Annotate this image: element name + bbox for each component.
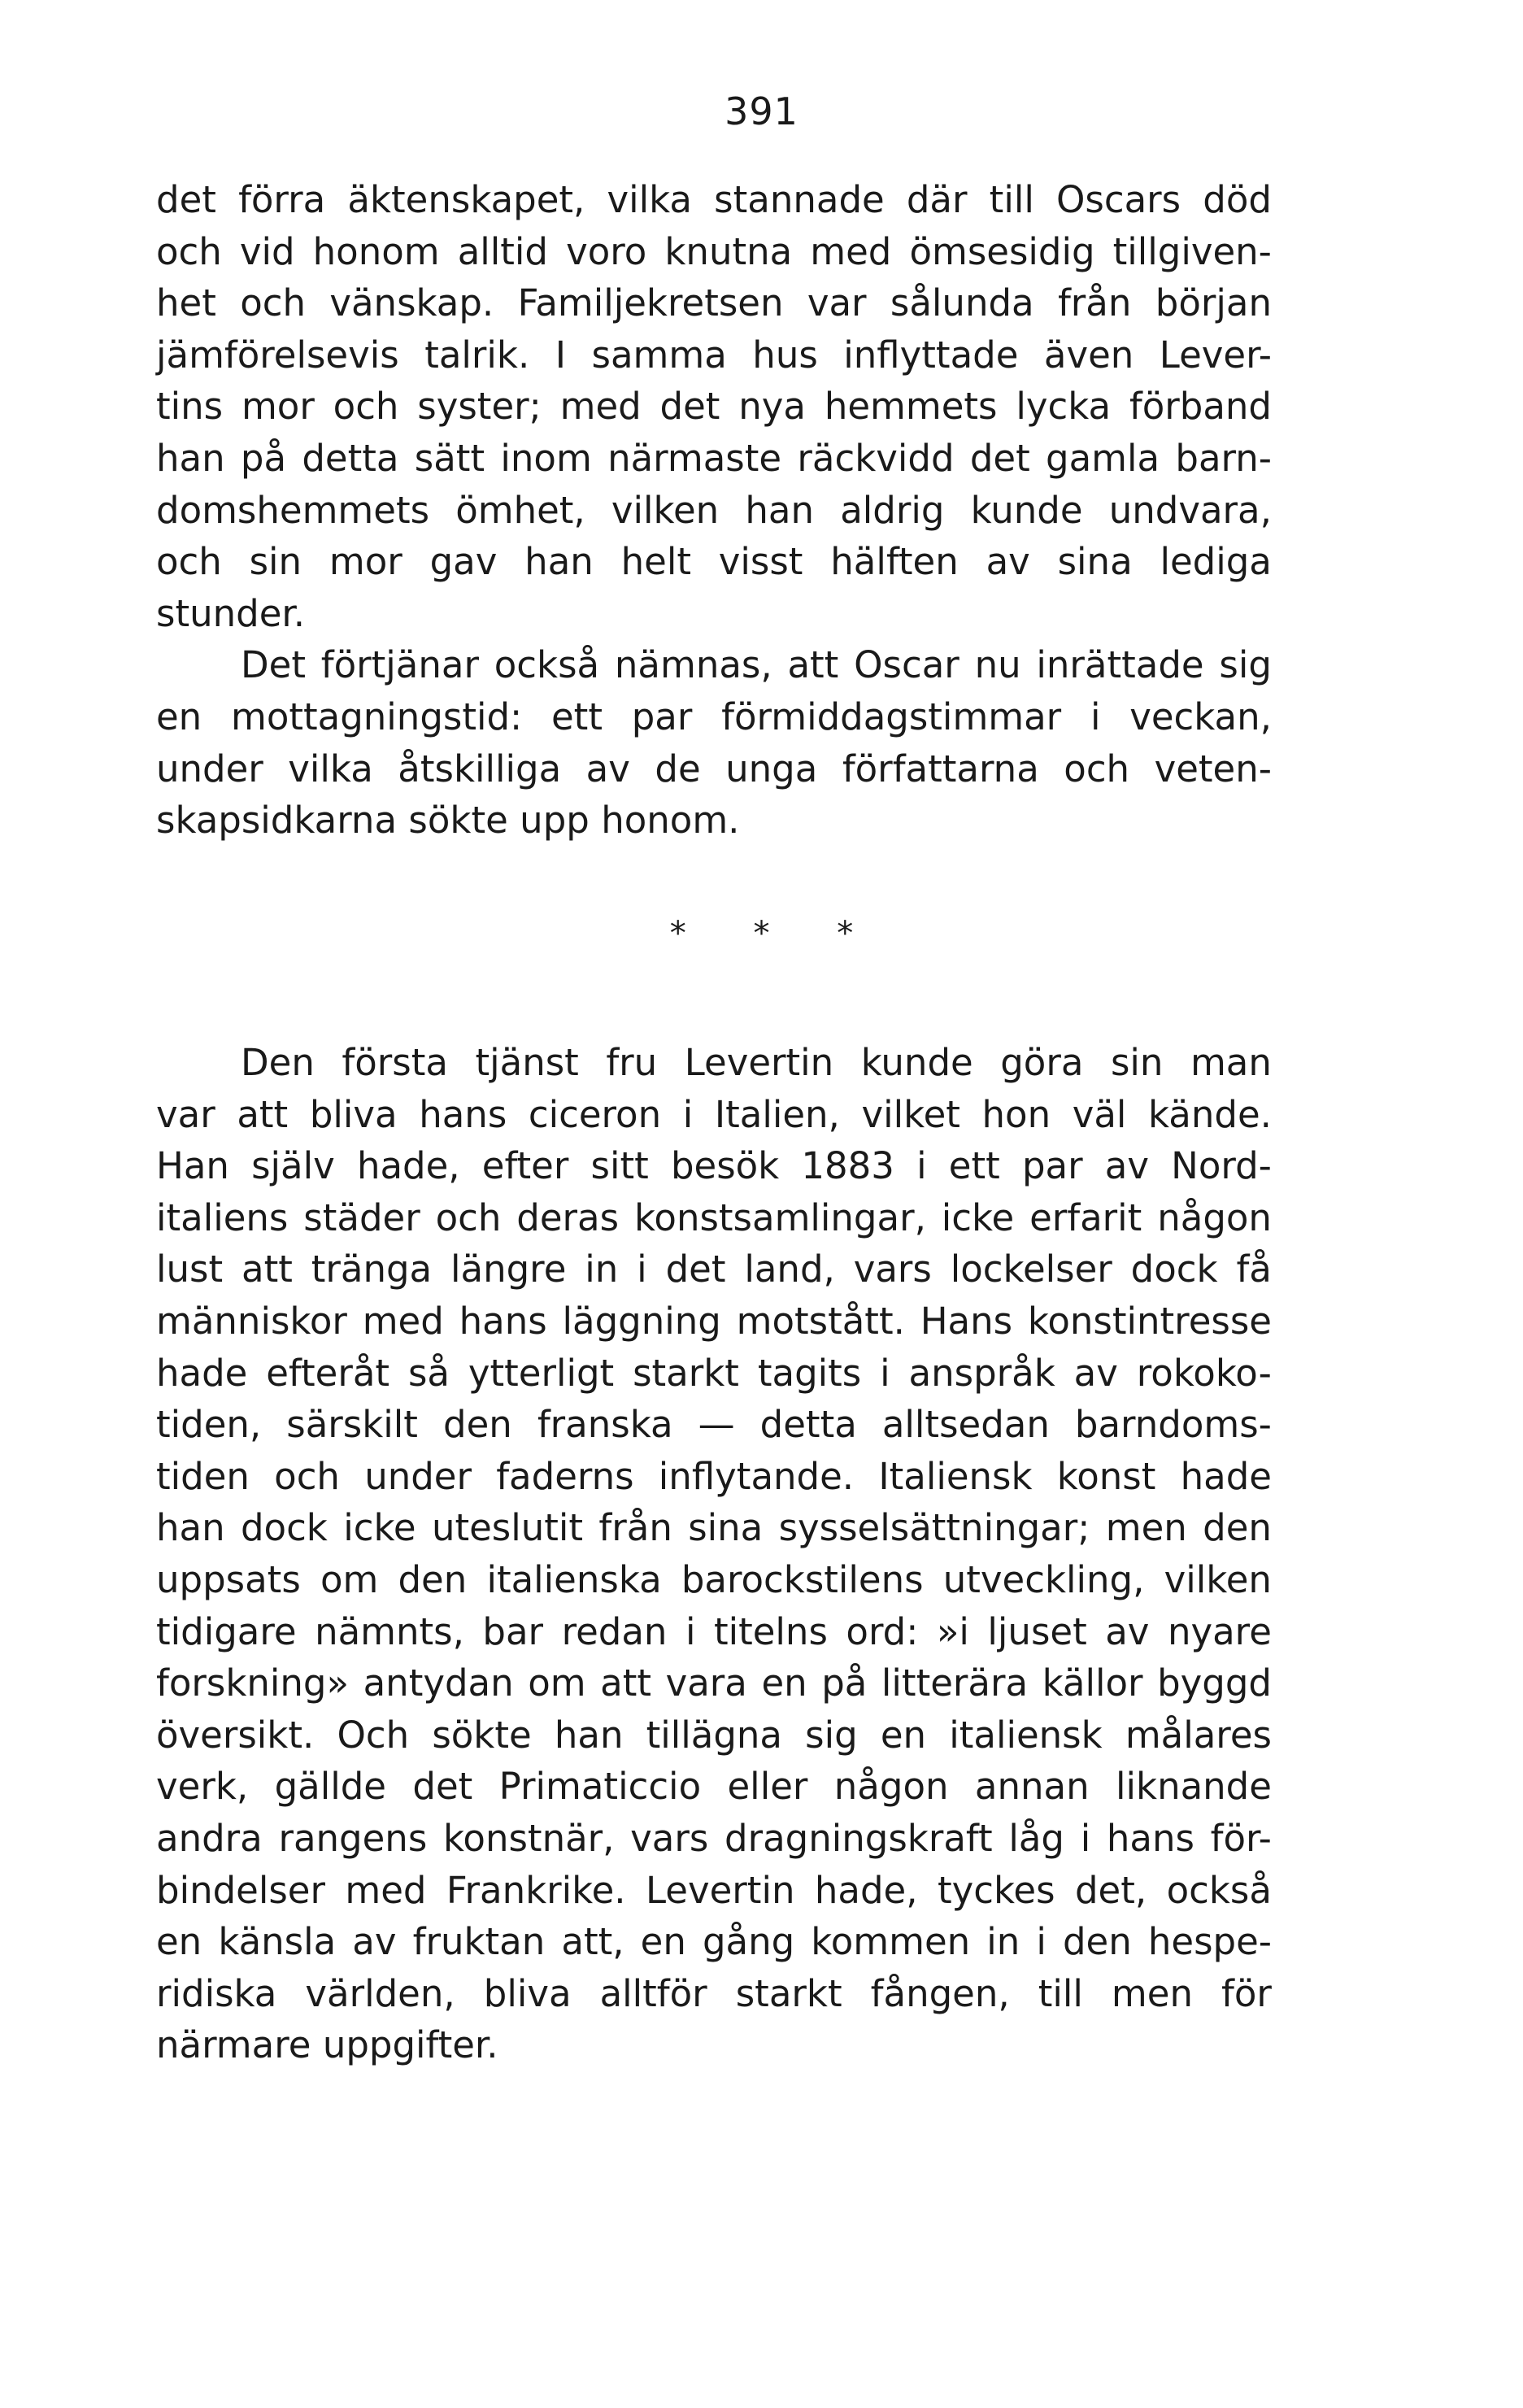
text-line: människor med hans läggning motstått. Hans konstintresse [156,1299,1272,1343]
text-line: Den första tjänst fru Levertin kunde göra sin man [241,1041,1272,1084]
text-line: var att bliva hans ciceron i Italien, vilket hon väl kände. [156,1092,1272,1136]
text-line: det förra äktenskapet, vilka stannade där till Oscars död [156,178,1272,221]
text-block-bottom [156,1037,1272,2071]
text-line: stunder. [156,591,306,635]
text-line: han på detta sätt inom närmaste räckvidd det gamla barn- [156,436,1272,480]
text-line: uppsats om den italienska barockstilens utveckling, vilken [156,1557,1272,1601]
text-line: hade efteråt så ytterligt starkt tagits i anspråk av rokoko- [156,1351,1272,1395]
text-line: och vid honom alltid voro knutna med ömsesidig tillgiven- [156,229,1272,273]
text-line: en mottagningstid: ett par förmiddagstimmar i veckan, [156,695,1272,738]
text-line: han dock icke uteslutit från sina sysselsättningar; men den [156,1506,1272,1550]
text-line: jämförelsevis talrik. I samma hus inflyttade även Lever- [156,333,1272,377]
text-line: tins mor och syster; med det nya hemmets lycka förband [156,385,1272,429]
text-line: närmare uppgifter. [156,2023,498,2067]
text-line: het och vänskap. Familjekretsen var sålunda från början [156,281,1272,325]
section-separator: * * * [669,915,854,952]
page-number: 391 [725,89,798,133]
text-line: Det förtjänar också nämnas, att Oscar nu inrättade sig [241,643,1272,687]
text-line: översikt. Och sökte han tillägna sig en italiensk målares [156,1713,1272,1757]
text-line: domshemmets ömhet, vilken han aldrig kunde undvara, [156,488,1272,532]
text-line: bindelser med Frankrike. Levertin hade, tyckes det, också [156,1868,1272,1912]
text-line: tiden och under faderns inflytande. Italiensk konst hade [156,1454,1272,1498]
text-line: italiens städer och deras konstsamlingar, icke erfarit någon [156,1195,1272,1239]
text-line: en känsla av fruktan att, en gång kommen in i den hespe- [156,1920,1272,1964]
text-line: skapsidkarna sökte upp honom. [156,799,740,843]
text-line: verk, gällde det Primaticcio eller någon annan liknande [156,1765,1272,1809]
text-line: tiden, särskilt den franska — detta alltsedan barndoms- [156,1403,1272,1447]
text-line: tidigare nämnts, bar redan i titelns ord: »i ljuset av nyare [156,1609,1272,1653]
text-line: forskning» antydan om att vara en på litterära källor byggd [156,1661,1272,1705]
text-line: Han själv hade, efter sitt besök 1883 i ett par av Nord- [156,1144,1272,1188]
text-line: ridiska världen, bliva alltför starkt fången, till men för [156,1971,1272,2015]
text-line: och sin mor gav han helt visst hälften av sina lediga [156,540,1272,584]
text-line: andra rangens konstnär, vars dragningskraft låg i hans för- [156,1816,1272,1860]
text-line: under vilka åtskilliga av de unga författarna och veten- [156,747,1272,790]
text-line: lust att tränga längre in i det land, vars lockelser dock få [156,1248,1272,1291]
text-block-top [156,174,1272,847]
